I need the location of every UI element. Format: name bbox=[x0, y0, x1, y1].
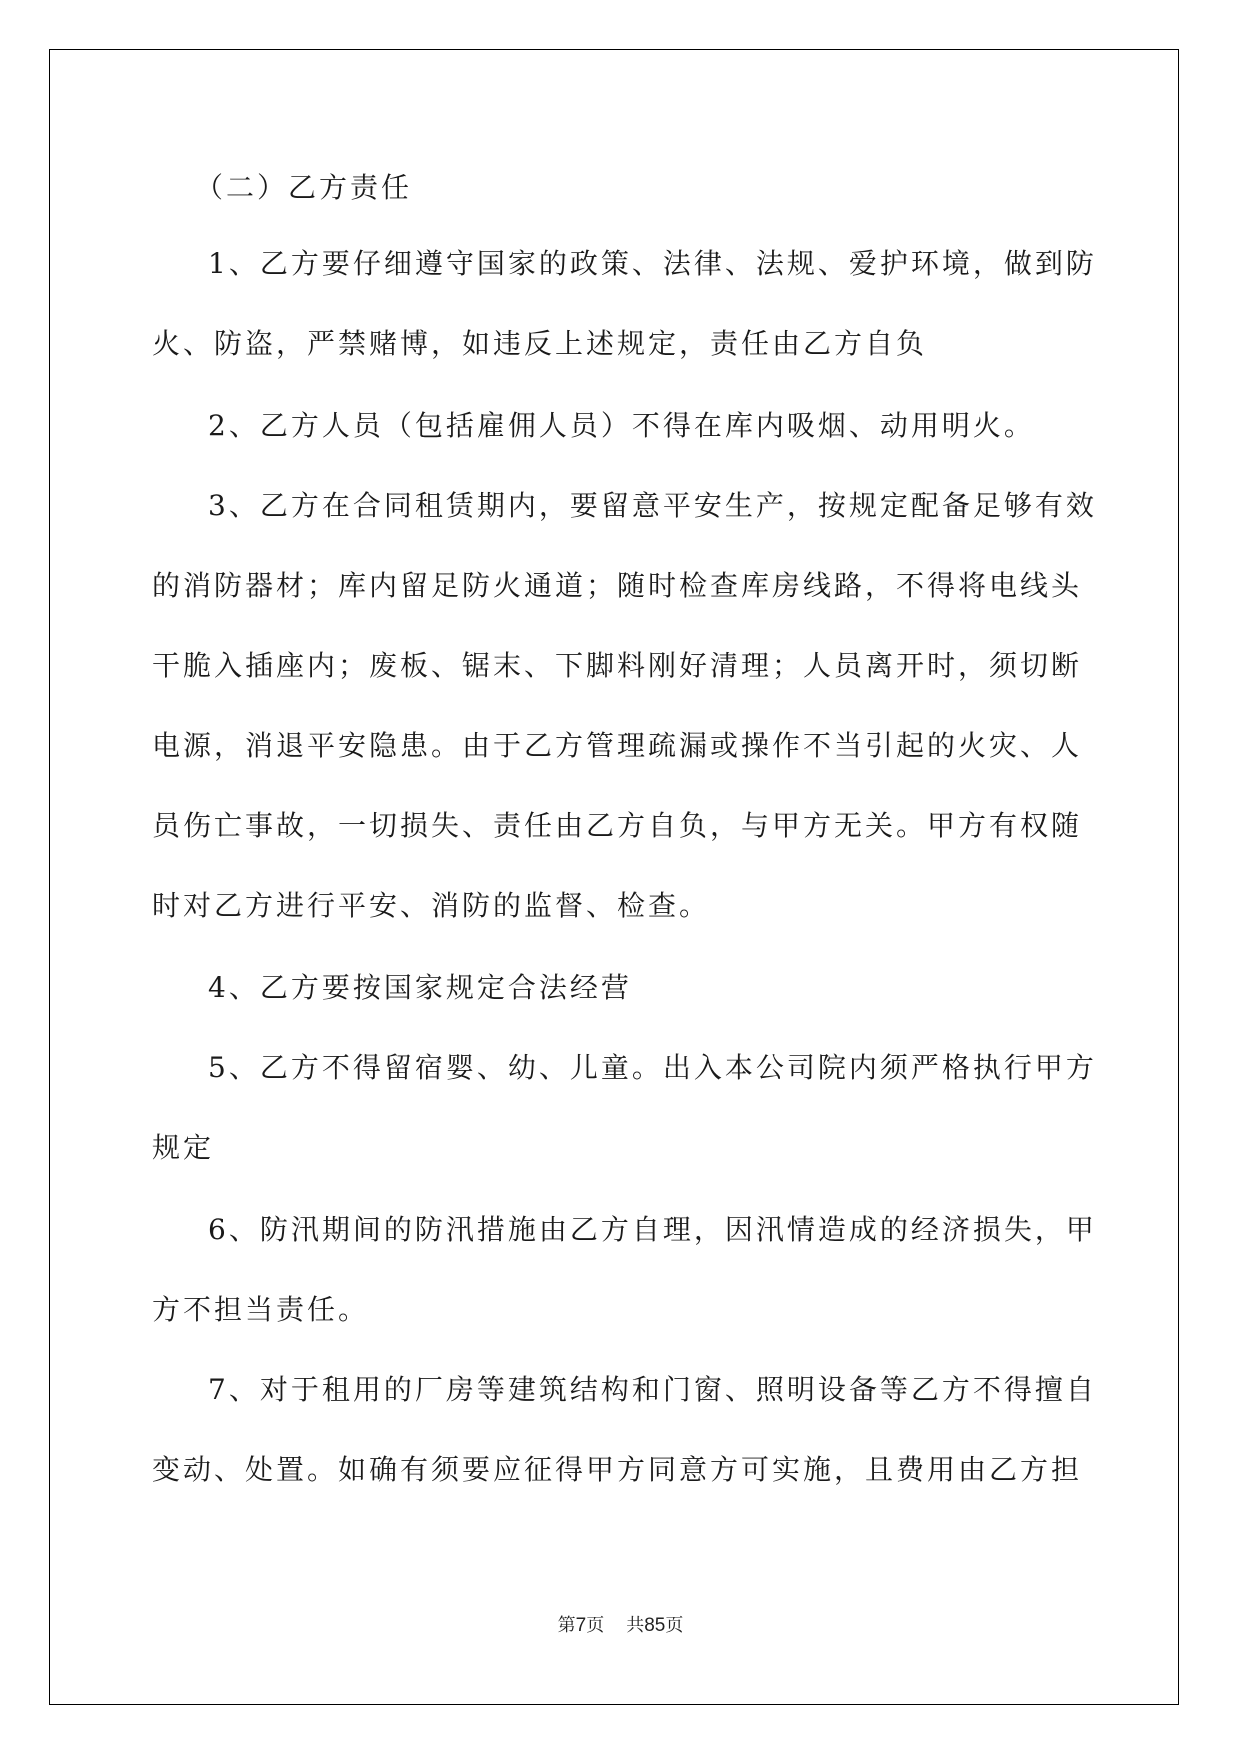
page-suffix: 页 bbox=[586, 1615, 605, 1636]
paragraph-line: 3、乙方在合同租赁期内，要留意平安生产，按规定配备足够有效 bbox=[208, 489, 1097, 522]
paragraph-line: 1、乙方要仔细遵守国家的政策、法律、法规、爱护环境，做到防 bbox=[208, 247, 1097, 280]
section-heading: （二）乙方责任 bbox=[195, 171, 413, 204]
paragraph-line: 的消防器材；库内留足防火通道；随时检查库房线路，不得将电线头 bbox=[152, 569, 1083, 602]
paragraph-line: 时对乙方进行平安、消防的监督、检查。 bbox=[152, 889, 711, 922]
paragraph-line: 方不担当责任。 bbox=[152, 1293, 370, 1326]
paragraph-line: 变动、处置。如确有须要应征得甲方同意方可实施，且费用由乙方担 bbox=[152, 1453, 1083, 1486]
paragraph-line: 4、乙方要按国家规定合法经营 bbox=[208, 971, 632, 1004]
current-page-number: 7 bbox=[575, 1615, 587, 1636]
page-footer bbox=[0, 1615, 1241, 1637]
paragraph-line: 火、防盗，严禁赌博，如违反上述规定，责任由乙方自负 bbox=[152, 327, 928, 360]
total-pages-number: 85 bbox=[644, 1615, 666, 1636]
total-suffix: 页 bbox=[665, 1615, 684, 1636]
paragraph-line: 7、对于租用的厂房等建筑结构和门窗、照明设备等乙方不得擅自 bbox=[208, 1373, 1097, 1406]
paragraph-line: 2、乙方人员（包括雇佣人员）不得在库内吸烟、动用明火。 bbox=[208, 409, 1035, 442]
total-prefix: 共 bbox=[626, 1615, 645, 1636]
paragraph-line: 6、防汛期间的防汛措施由乙方自理，因汛情造成的经济损失，甲 bbox=[208, 1213, 1097, 1246]
paragraph-line: 员伤亡事故，一切损失、责任由乙方自负，与甲方无关。甲方有权随 bbox=[152, 809, 1083, 842]
paragraph-line: 规定 bbox=[152, 1131, 215, 1164]
page-prefix: 第 bbox=[557, 1615, 576, 1636]
paragraph-line: 干脆入插座内；废板、锯末、下脚料刚好清理；人员离开时，须切断 bbox=[152, 649, 1083, 682]
paragraph-line: 5、乙方不得留宿婴、幼、儿童。出入本公司院内须严格执行甲方 bbox=[208, 1051, 1097, 1084]
paragraph-line: 电源，消退平安隐患。由于乙方管理疏漏或操作不当引起的火灾、人 bbox=[152, 729, 1083, 762]
